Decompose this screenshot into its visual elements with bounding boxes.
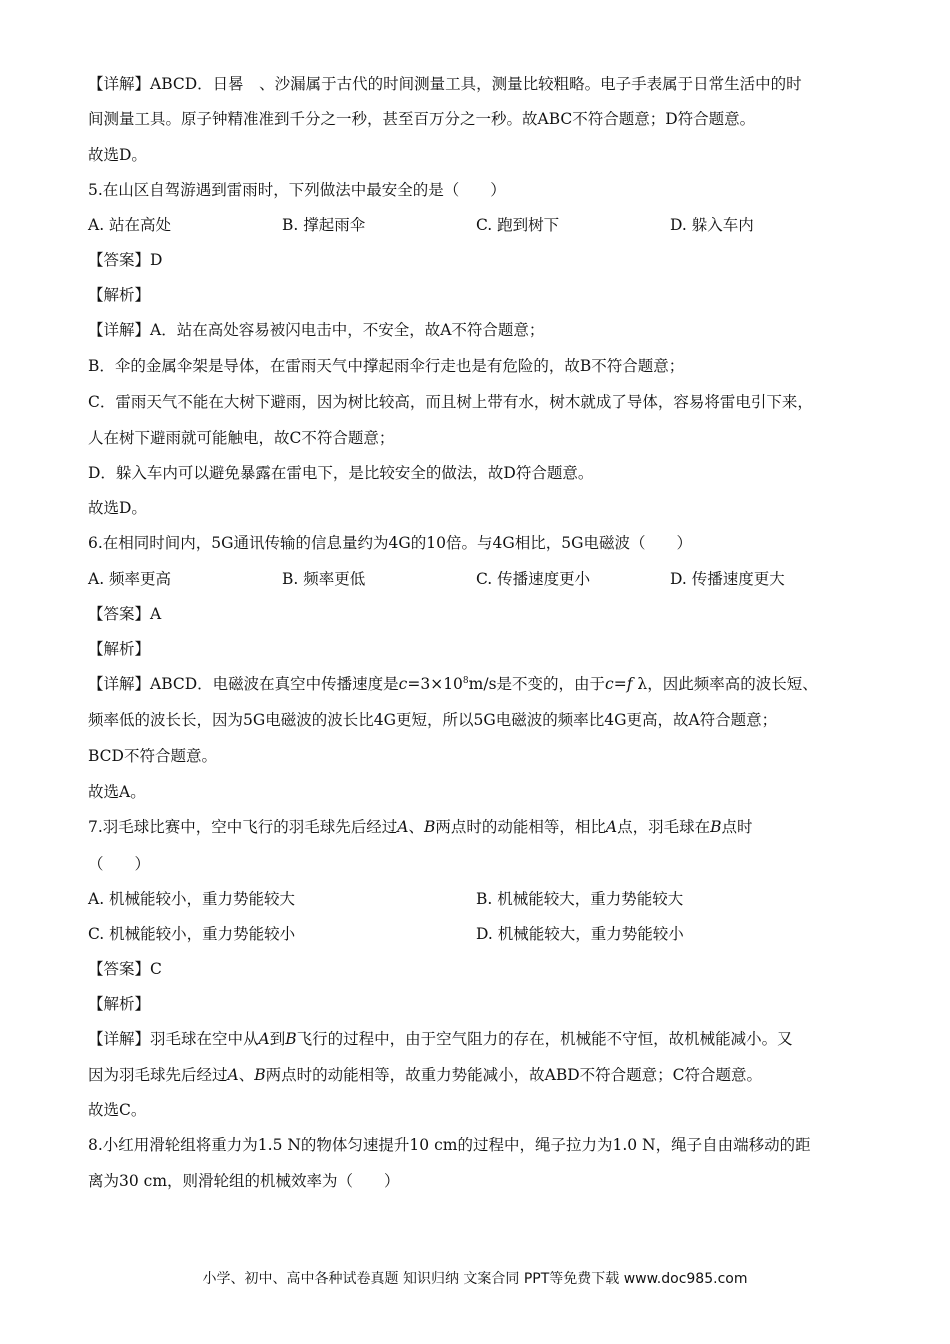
text-segment: =3×10 bbox=[407, 675, 463, 693]
text-line: C．雷雨天气不能在大树下避雨，因为树比较高，而且树上带有水，树木就成了导体，容易将雷电引下来， bbox=[88, 393, 813, 411]
text-line: 人在树下避雨就可能触电，故C不符合题意； bbox=[88, 429, 395, 447]
question-6-options bbox=[88, 567, 868, 591]
question-5-options bbox=[88, 213, 868, 237]
text-line: 【详解】A．站在高处容易被闪电击中，不安全，故A不符合题意； bbox=[88, 321, 545, 339]
option-a: A. 站在高处 bbox=[88, 216, 172, 234]
answer: 【答案】D bbox=[88, 251, 163, 269]
text-line bbox=[88, 1063, 762, 1087]
text-line: D．躲入车内可以避免暴露在雷电下，是比较安全的做法，故D符合题意。 bbox=[88, 464, 594, 482]
answer: 【答案】A bbox=[88, 605, 162, 623]
text-line: 故选A。 bbox=[88, 783, 146, 801]
text-line: 故选D。 bbox=[88, 499, 147, 517]
option-b: B. 机械能较大，重力势能较大 bbox=[476, 890, 684, 908]
text-segment: 两点时的动能相等，故重力势能减小，故ABD不符合题意；C符合题意。 bbox=[265, 1066, 762, 1084]
text-line bbox=[88, 672, 818, 696]
question-5: 5.在山区自驾游遇到雷雨时，下列做法中最安全的是（ ） bbox=[88, 181, 506, 199]
option-d: D. 传播速度更大 bbox=[670, 570, 785, 588]
variable-a: A bbox=[605, 818, 618, 836]
footer-watermark: 小学、初中、高中各种试卷真题 知识归纳 文案合同 PPT等免费下载 www.doc985.com bbox=[202, 1271, 748, 1287]
option-c: C. 机械能较小，重力势能较小 bbox=[88, 925, 296, 943]
question-6: 6.在相同时间内，5G通讯传输的信息量约为4G的10倍。与4G相比，5G电磁波（ ） bbox=[88, 534, 692, 552]
text-line: 【详解】ABCD．日晷 、沙漏属于古代的时间测量工具，测量比较粗略。电子手表属于日常生活中的时 bbox=[88, 75, 802, 93]
text-segment: 【详解】ABCD．电磁波在真空中传播速度是 bbox=[88, 675, 399, 693]
text-segment: 点时 bbox=[721, 818, 753, 836]
option-b: B. 频率更低 bbox=[282, 570, 366, 588]
text-line: 频率低的波长长，因为5G电磁波的波长比4G更短，所以5G电磁波的频率比4G更高，故A符合题意； bbox=[88, 711, 778, 729]
variable-b: B bbox=[710, 818, 722, 836]
question-7-bracket: （ ） bbox=[88, 855, 151, 873]
option-a: A. 频率更高 bbox=[88, 570, 172, 588]
variable-b: B bbox=[254, 1066, 266, 1084]
option-a: A. 机械能较小，重力势能较大 bbox=[88, 890, 296, 908]
text-segment: 【详解】羽毛球在空中从 bbox=[88, 1030, 259, 1048]
text-segment: 点，羽毛球在 bbox=[617, 818, 711, 836]
text-segment: 因为羽毛球先后经过 bbox=[88, 1066, 228, 1084]
text-line: 故选D。 bbox=[88, 146, 147, 164]
text-line: 间测量工具。原子钟精准准到千分之一秒，甚至百万分之一秒。故ABC不符合题意；D符合题意。 bbox=[88, 110, 756, 128]
variable-a: A bbox=[258, 1030, 270, 1048]
text-line: B．伞的金属伞架是导体，在雷雨天气中撑起雨伞行走也是有危险的，故B不符合题意； bbox=[88, 357, 685, 375]
option-c: C. 传播速度更小 bbox=[476, 570, 591, 588]
text-segment: 7.羽毛球比赛中，空中飞行的羽毛球先后经过 bbox=[88, 818, 398, 836]
variable-b: B bbox=[285, 1030, 297, 1048]
option-d: D. 机械能较大，重力势能较小 bbox=[476, 925, 684, 943]
text-segment: 到 bbox=[269, 1030, 286, 1048]
text-segment: λ，因此频率高的波长短、 bbox=[632, 675, 818, 693]
text-segment: 飞行的过程中，由于空气阻力的存在，机械能不守恒，故机械能减小。又 bbox=[296, 1030, 793, 1048]
analysis-heading: 【解析】 bbox=[88, 286, 151, 304]
text-segment: 两点时的动能相等，相比 bbox=[435, 818, 606, 836]
variable-a: A bbox=[397, 818, 409, 836]
analysis-heading: 【解析】 bbox=[88, 995, 151, 1013]
text-line: 故选C。 bbox=[88, 1101, 147, 1119]
option-c: C. 跑到树下 bbox=[476, 216, 560, 234]
answer: 【答案】C bbox=[88, 960, 162, 978]
variable-b: B bbox=[424, 818, 436, 836]
variable-c: c bbox=[398, 675, 408, 693]
option-b: B. 撑起雨伞 bbox=[282, 216, 366, 234]
variable-a: A bbox=[227, 1066, 239, 1084]
text-segment: m/s是不变的，由于 bbox=[468, 675, 606, 693]
option-d: D. 躲入车内 bbox=[670, 216, 754, 234]
question-8: 8.小红用滑轮组将重力为1.5 N的物体匀速提升10 cm的过程中，绳子拉力为1.0 N，绳子自由端移动的距 bbox=[88, 1136, 811, 1154]
question-7-options-row1 bbox=[88, 887, 868, 911]
text-segment: 、 bbox=[408, 818, 425, 836]
text-segment: 、 bbox=[238, 1066, 255, 1084]
question-7-options-row2 bbox=[88, 922, 868, 946]
text-line: BCD不符合题意。 bbox=[88, 747, 217, 765]
exponent: 8 bbox=[462, 675, 469, 686]
text-line bbox=[88, 1027, 793, 1051]
analysis-heading: 【解析】 bbox=[88, 640, 151, 658]
question-7 bbox=[88, 815, 753, 839]
question-8-cont: 离为30 cm，则滑轮组的机械效率为（ ） bbox=[88, 1172, 400, 1190]
formula: c=f bbox=[605, 675, 633, 693]
